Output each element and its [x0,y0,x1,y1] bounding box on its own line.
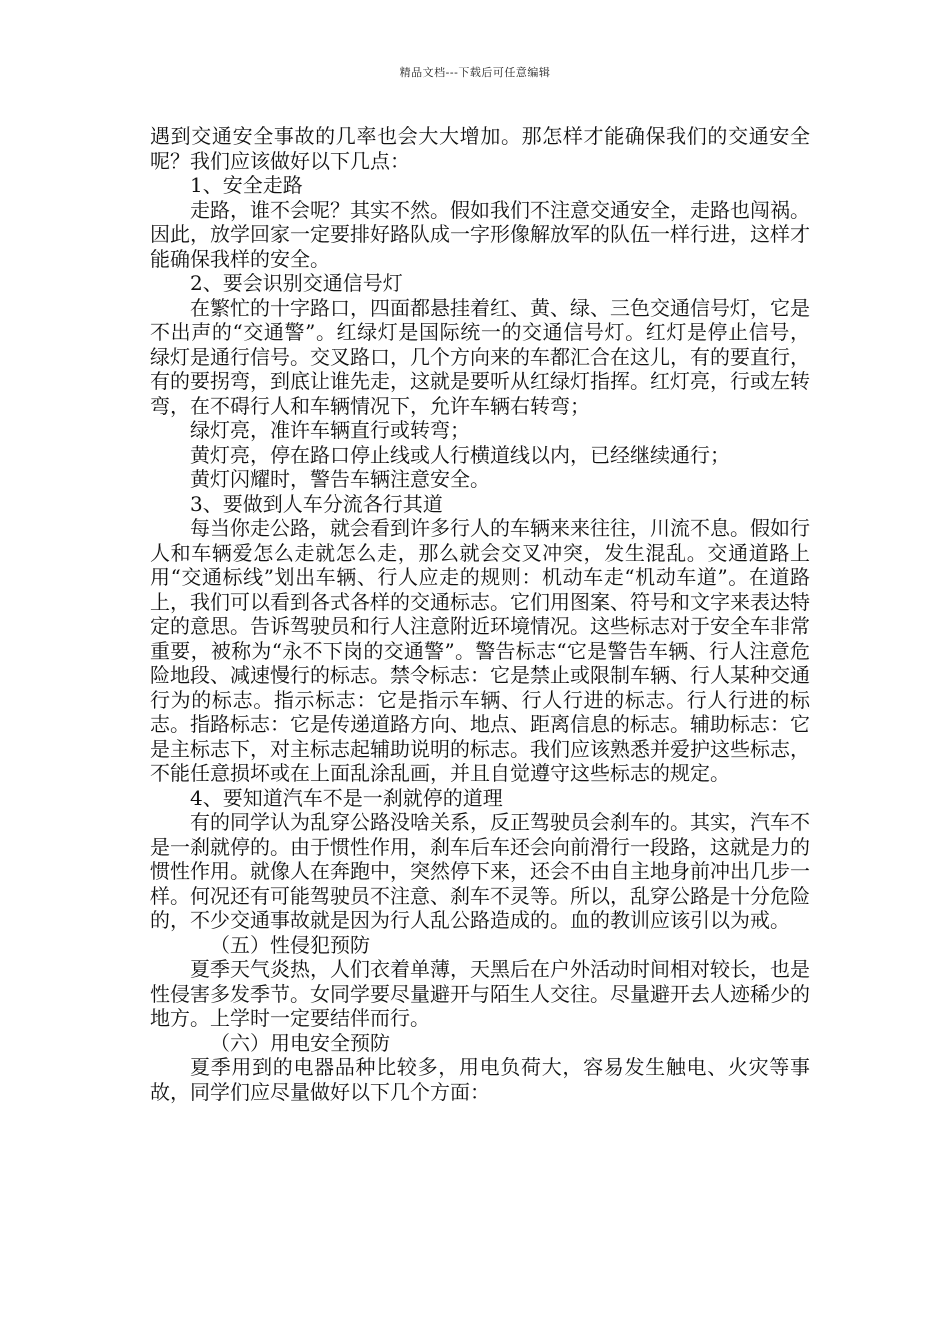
section-heading-walking: 1、安全走路 [190,173,303,197]
page-header: 精品文档---下载后可任意编辑 [399,66,551,79]
section-heading-traffic-lights: 2、要会识别交通信号灯 [190,271,403,295]
paragraph-green-light: 绿灯亮，准许车辆直行或转弯； [190,418,470,442]
paragraph-assault-prevention: 夏季天气炎热，人们衣着单薄，天黑后在户外活动时间相对较长，也是性侵害多发季节。女同学要尽量避开与陌生人交往。尽量避开去人迹稀少的地方。上学时一定要结伴而行。 [150,957,810,1030]
paragraph-walking: 走路，谁不会呢？其实不然。假如我们不注意交通安全，走路也闯祸。因此，放学回家一定要排好路队成一字形像解放军的队伍一样行进，这样才能确保我样的安全。 [150,197,810,271]
section-heading-electrical-safety: （六）用电安全预防 [210,1030,390,1055]
paragraph-traffic-signs: 每当你走公路，就会看到许多行人的车辆来来往往，川流不息。假如行人和车辆爱怎么走就怎么走，那么就会交叉冲突，发生混乱。交通道路上用“交通标线”划出车辆、行人应走的规则：机动车走“机动车道”。在道路上，我们可以看到各式各样的交通标志。它们用图案、符号和文字来表达特定的意思。告诉驾驶员和行人注意附近环境情况。这些标志对于安全车非常重要，被称为“永不下岗的交通警”。警告标志“它是警告车辆、行人注意危险地段、减速慢行的标志。禁令标志：它是禁止或限制车辆、行人某种交通行为的标志。指示标志：它是指示车辆、行人行进的标志。行人行进的标志。指路标志：它是传递道路方向、地点、距离信息的标志。辅助标志：它是主标志下，对主标志起辅助说明的标志。我们应该熟悉并爱护这些标志，不能任意损坏或在上面乱涂乱画，并且自觉遵守这些标志的规定。 [150,516,810,785]
section-heading-assault-prevention: （五）性侵犯预防 [210,932,370,957]
paragraph-electrical-safety: 夏季用到的电器品种比较多，用电负荷大，容易发生触电、火灾等事故，同学们应尽量做好以下几个方面： [150,1055,810,1104]
paragraph-braking: 有的同学认为乱穿公路没啥关系，反正驾驶员会刹车的。其实，汽车不是一刹就停的。由于惯性作用，刹车后车还会向前滑行一段路，这就是力的惯性作用。就像人在奔跑中，突然停下来，还会不由自主地身前冲出几步一样。何况还有可能驾驶员不注意、刹车不灵等。所以，乱穿公路是十分危险的，不少交通事故就是因为行人乱公路造成的。血的教训应该引以为戒。 [150,810,810,932]
section-heading-braking: 4、要知道汽车不是一刹就停的道理 [190,785,503,810]
paragraph-yellow-flashing: 黄灯闪耀时，警告车辆注意安全。 [190,467,490,491]
paragraph-traffic-lights: 在繁忙的十字路口，四面都悬挂着红、黄、绿、三色交通信号灯，它是不出声的“交通警”。红绿灯是国际统一的交通信号灯。红灯是停止信号，绿灯是通行信号。交叉路口，几个方向来的车都汇合在这儿，有的要直行，有的要拐弯，到底让谁先走，这就是要听从红绿灯指挥。红灯亮，行或左转弯，在不碍行人和车辆情况下，允许车辆右转弯； [150,295,810,418]
paragraph-continuation: 遇到交通安全事故的几率也会大大增加。那怎样才能确保我们的交通安全呢？我们应该做好以下几点： [150,124,810,173]
paragraph-yellow-light: 黄灯亮，停在路口停止线或人行横道线以内，已经继续通行； [190,442,730,467]
section-heading-separation: 3、要做到人车分流各行其道 [190,491,443,516]
document-body [150,124,810,1104]
